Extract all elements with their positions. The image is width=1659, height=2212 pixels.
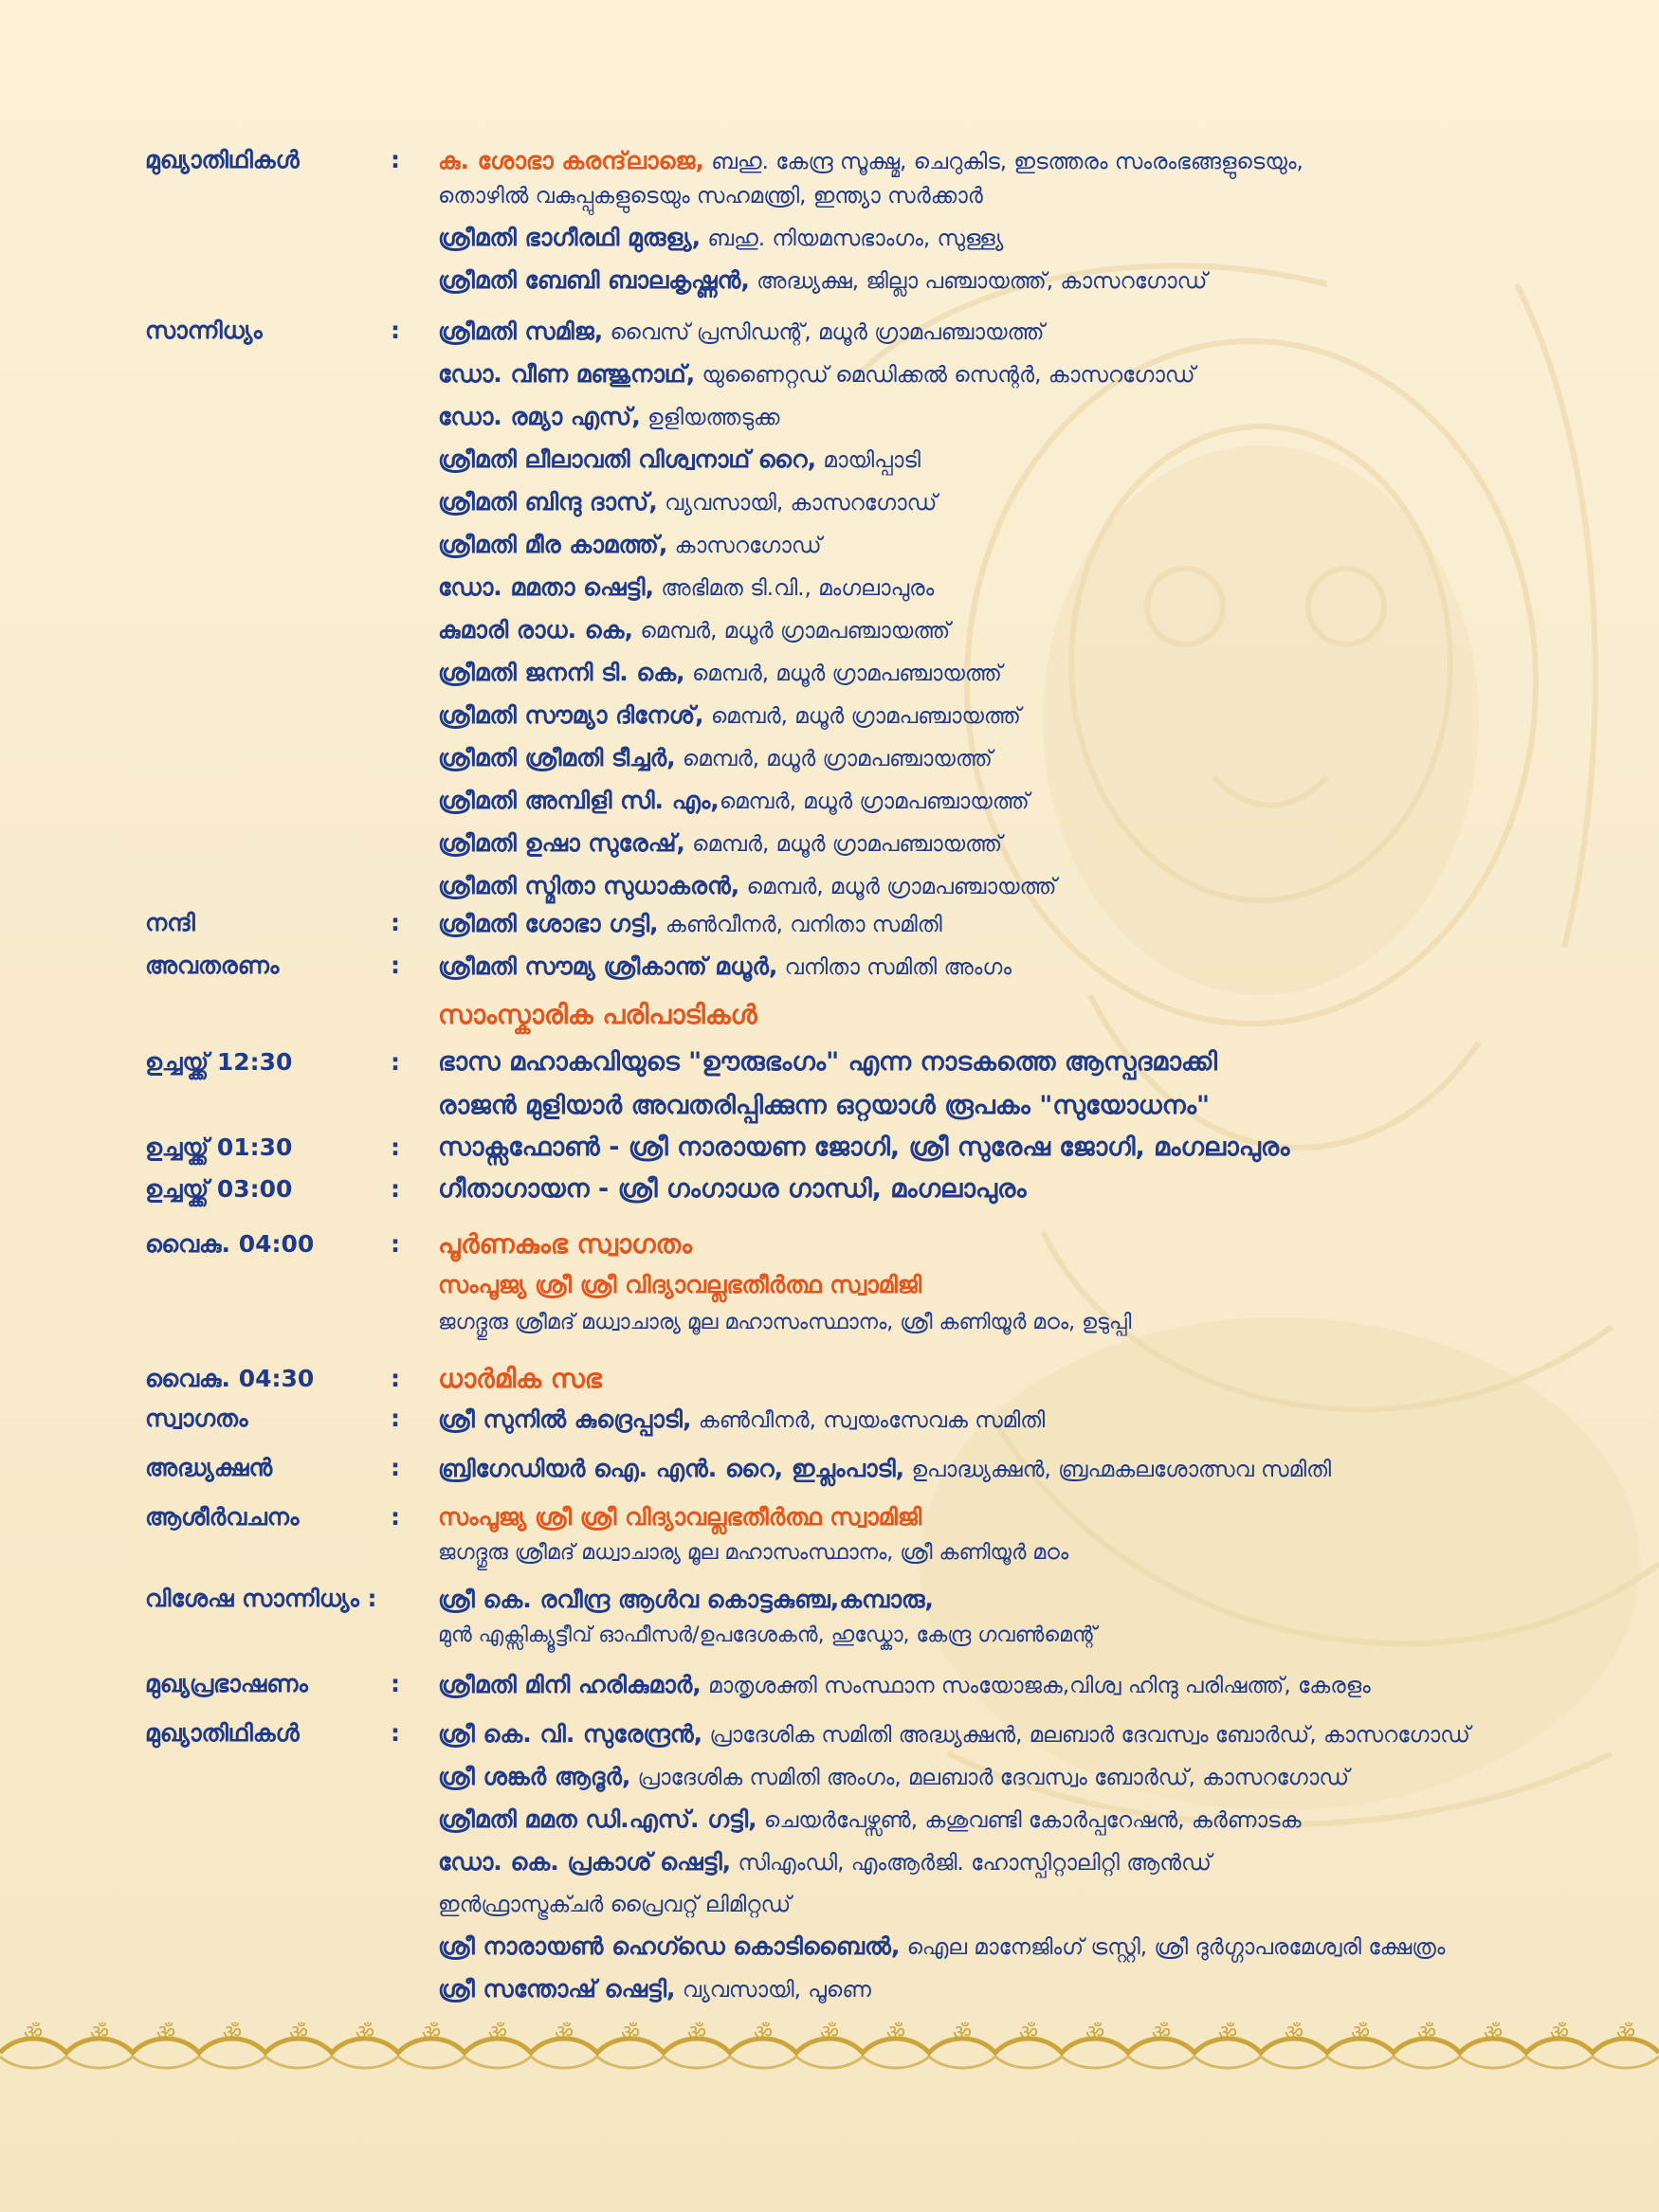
colon: : bbox=[391, 1503, 400, 1531]
list-item: ശ്രീമതി ബിന്ദു ദാസ്, വ്യവസായി, കാസറഗോഡ് bbox=[438, 488, 938, 516]
list-item: ഡോ. മമതാ ഷെട്ടി, അഭിമത ടി.വി., മംഗലാപുരം bbox=[438, 573, 935, 601]
swami-detail: ജഗദ്ഗുരു ശ്രീമദ് മധ്വാചാര്യ മൂല മഹാസംസ്ഥാനം, ശ്രീ കണിയൂർ മഠം bbox=[438, 1541, 1069, 1565]
om-symbol: ॐ bbox=[1350, 2022, 1371, 2045]
colon: : bbox=[391, 1133, 400, 1161]
welcome-label: സ്വാഗതം bbox=[145, 1405, 248, 1432]
border-wave bbox=[0, 2057, 1659, 2068]
chief-guests-list bbox=[438, 140, 1538, 302]
om-symbol: ॐ bbox=[222, 2022, 243, 2045]
om-motif-row bbox=[0, 2022, 1659, 2068]
list-item: ശ്രീമതി ബേബി ബാലകൃഷ്ണൻ, അദ്ധ്യക്ഷ, ജില്ലാ പഞ്ചായത്ത്, കാസറഗോഡ് bbox=[438, 266, 1208, 294]
list-item: ഡോ. വീണ മഞ്ജുനാഥ്, യുണൈറ്റഡ് മെഡിക്കൽ സെന്റർ, കാസറഗോഡ് bbox=[438, 360, 1195, 388]
colon: : bbox=[391, 1048, 400, 1076]
list-item: ശ്രീമതി സമിജ, വൈസ് പ്രസിഡന്റ്, മധൂർ ഗ്രാമപഞ്ചായത്ത് bbox=[438, 317, 1045, 345]
om-symbol: ॐ bbox=[1217, 2022, 1238, 2045]
time-label: വൈകു. 04:30 bbox=[145, 1365, 315, 1392]
colon: : bbox=[391, 146, 400, 173]
list-item: തൊഴിൽ വകുപ്പുകളുടെയും സഹമന്ത്രി, ഇന്ത്യാ സർക്കാർ bbox=[438, 184, 983, 209]
colon: : bbox=[391, 1454, 400, 1481]
list-item: കു. ശോഭാ കരന്ദ്‌ലാജെ, ബഹു. കേന്ദ്ര സൂക്ഷ്മ, ചെറുകിട, ഇടത്തരം സംരംഭങ്ങളുടെയും, bbox=[438, 147, 1304, 174]
list-item: ശ്രീമതി അമ്പിളി സി. എം,മെമ്പർ, മധൂർ ഗ്രാമപഞ്ചായത്ത് bbox=[438, 787, 1030, 814]
list-item: ശ്രീ സുനിൽ കുദ്രെപ്പാടി, കൺവീനർ, സ്വയംസേവക സമിതി bbox=[438, 1405, 1046, 1433]
list-item: ശ്രീമതി സ്മിതാ സുധാകരൻ, മെമ്പർ, മധൂർ ഗ്രാമപഞ്ചായത്ത് bbox=[438, 872, 1057, 899]
list-item: ശ്രീമതി ഉഷാ സുരേഷ്, മെമ്പർ, മധൂർ ഗ്രാമപഞ്ചായത്ത് bbox=[438, 829, 1003, 857]
time-label: ഉച്ചയ്ക്ക് 03:00 bbox=[145, 1175, 293, 1203]
cultural-heading: സാംസ്കാരിക പരിപാടികൾ bbox=[438, 999, 757, 1030]
om-symbol: ॐ bbox=[1549, 2022, 1570, 2045]
list-item: ശ്രീമതി മമത ഡി.എസ്. ഗട്ടി, ചെയർപേഴ്സൺ, കശുവണ്ടി കോർപ്പറേഷൻ, കർണാടക bbox=[438, 1805, 1302, 1833]
list-item: ശ്രീ നാരായൺ ഹെഗ്ഡെ കൊടിബൈൽ, ഐല മാനേജിംഗ് ട്രസ്റ്റി, ശ്രീ ദുർഗ്ഗാപരമേശ്വരി ക്ഷേത്രം bbox=[438, 1932, 1446, 1960]
time-label: വൈകു. 04:00 bbox=[145, 1230, 315, 1258]
om-symbol: ॐ bbox=[355, 2022, 375, 2045]
time-label: ഉച്ചയ്ക്ക് 12:30 bbox=[145, 1048, 293, 1076]
list-item: ശ്രീമതി ലീലാവതി വിശ്വനാഥ് റൈ, മായിപ്പാടി bbox=[438, 445, 921, 473]
om-symbol: ॐ bbox=[620, 2022, 641, 2045]
blessing-label: ആശീർവചനം bbox=[145, 1503, 300, 1531]
list-item: ബ്രിഗേഡിയർ ഐ. എൻ. റൈ, ഇച്ലംപാടി, ഉപാദ്ധ്യക്ഷൻ, ബ്രഹ്മകലശോത്സവ സമിതി bbox=[438, 1455, 1332, 1482]
list-item: ഭാസ മഹാകവിയുടെ "ഊരുഭംഗം" എന്ന നാടകത്തെ ആസ്പദമാക്കി bbox=[438, 1047, 1218, 1077]
om-symbol: ॐ bbox=[1151, 2022, 1172, 2045]
thanks-label: നന്ദി bbox=[145, 909, 195, 936]
list-item: മുൻ എക്സിക്യൂട്ടീവ് ഓഫീസർ/ഉപദേശകൻ, ഹുഡ്കോ, കേന്ദ്ര ഗവൺമെന്റ് bbox=[438, 1623, 1097, 1647]
presence-label: സാന്നിധ്യം bbox=[145, 317, 263, 344]
list-item: ശ്രീ കെ. രവീന്ദ്ര ആൾവ കൊട്ടകുഞ്ച,കമ്പാരു, bbox=[438, 1586, 934, 1613]
purnakumbha-title: പൂർണകുംഭ സ്വാഗതം bbox=[438, 1228, 692, 1260]
list-item: കുമാരി രാധ. കെ, മെമ്പർ, മധൂർ ഗ്രാമപഞ്ചായത്ത് bbox=[438, 616, 951, 644]
chief-guests-label: മുഖ്യാതിഥികൾ bbox=[145, 1719, 300, 1747]
colon: : bbox=[391, 1670, 400, 1697]
colon: : bbox=[391, 1365, 400, 1392]
colon: : bbox=[391, 317, 400, 344]
list-item: ഇൻഫ്രാസ്ട്രക്ചർ പ്രൈവറ്റ് ലിമിറ്റഡ് bbox=[438, 1893, 792, 1917]
om-symbol: ॐ bbox=[421, 2022, 442, 2045]
om-symbol: ॐ bbox=[1085, 2022, 1105, 2045]
swami-detail: ജഗദ്ഗുരു ശ്രീമദ് മധ്വാചാര്യ മൂല മഹാസംസ്ഥാനം, ശ്രീ കണിയൂർ മഠം, ഉടുപ്പി bbox=[438, 1311, 1132, 1334]
colon: : bbox=[391, 1175, 400, 1203]
om-symbol: ॐ bbox=[155, 2022, 176, 2045]
keynote-label: മുഖ്യപ്രഭാഷണം bbox=[145, 1670, 308, 1697]
colon: : bbox=[391, 909, 400, 936]
president-label: അദ്ധ്യക്ഷൻ bbox=[145, 1454, 273, 1481]
om-symbol: ॐ bbox=[89, 2022, 110, 2045]
presence-list bbox=[438, 311, 1538, 908]
list-item: ഡോ. രമ്യാ എസ്, ഉളിയത്തടുക്ക bbox=[438, 403, 780, 430]
om-symbol: ॐ bbox=[1018, 2022, 1039, 2045]
om-symbol: ॐ bbox=[1615, 2022, 1636, 2045]
list-item: ഗീതാഗായന - ശ്രീ ഗംഗാധര ഗാന്ധി, മംഗലാപുരം bbox=[438, 1174, 1027, 1204]
om-symbol: ॐ bbox=[1483, 2022, 1504, 2045]
list-item: രാജൻ മുളിയാർ അവതരിപ്പിക്കുന്ന ഒറ്റയാൾ രൂപകം "സുയോധനം" bbox=[438, 1091, 1211, 1120]
time-label: ഉച്ചയ്ക്ക് 01:30 bbox=[145, 1133, 293, 1161]
special-presence-label: വിശേഷ സാന്നിധ്യം : bbox=[145, 1585, 377, 1612]
om-symbol: ॐ bbox=[23, 2022, 44, 2045]
swami-name: സംപൂജ്യ ശ്രീ ശ്രീ വിദ്യാവല്ലഭതീർത്ഥ സ്വാമിജി bbox=[438, 1503, 922, 1531]
chief-guests-label: മുഖ്യാതിഥികൾ bbox=[145, 146, 300, 173]
presentation-label: അവതരണം bbox=[145, 952, 280, 979]
list-item: ശ്രീ കെ. വി. സുരേന്ദ്രൻ, പ്രാദേശിക സമിതി അദ്ധ്യക്ഷൻ, മലബാർ ദേവസ്വം ബോർഡ്, കാസറഗോഡ് bbox=[438, 1720, 1470, 1748]
list-item: ശ്രീമതി ജനനി ടി. കെ, മെമ്പർ, മധൂർ ഗ്രാമപഞ്ചായത്ത് bbox=[438, 659, 1002, 686]
om-symbol: ॐ bbox=[487, 2022, 508, 2045]
list-item: ശ്രീമതി ശ്രീമതി ടീച്ചർ, മെമ്പർ, മധൂർ ഗ്രാമപഞ്ചായത്ത് bbox=[438, 744, 993, 771]
chief-guests-list bbox=[438, 1713, 1538, 2011]
colon: : bbox=[391, 1230, 400, 1258]
om-symbol: ॐ bbox=[819, 2022, 840, 2045]
om-symbol: ॐ bbox=[1416, 2022, 1437, 2045]
om-symbol: ॐ bbox=[952, 2022, 973, 2045]
om-symbol: ॐ bbox=[1284, 2022, 1304, 2045]
list-item: ശ്രീമതി സൗമ്യാ ദിനേശ്, മെമ്പർ, മധൂർ ഗ്രാമപഞ്ചായത്ത് bbox=[438, 701, 1021, 729]
om-symbol: ॐ bbox=[753, 2022, 774, 2045]
dharmika-title: ധാർമിക സഭ bbox=[438, 1363, 602, 1394]
list-item: ശ്രീ ശങ്കർ ആദൂർ, പ്രാദേശിക സമിതി അംഗം, മലബാർ ദേവസ്വം ബോർഡ്, കാസറഗോഡ് bbox=[438, 1763, 1350, 1790]
om-symbol: ॐ bbox=[885, 2022, 906, 2045]
list-item: ശ്രീമതി മീര കാമത്ത്, കാസറഗോഡ് bbox=[438, 531, 822, 558]
colon: : bbox=[391, 1719, 400, 1747]
om-border-decoration bbox=[0, 2019, 1659, 2076]
list-item: ശ്രീമതി സൗമ്യ ശ്രീകാന്ത് മധൂർ, വനിതാ സമിതി അംഗം bbox=[438, 952, 1012, 980]
om-symbol: ॐ bbox=[554, 2022, 574, 2045]
list-item: ശ്രീ സന്തോഷ് ഷെട്ടി, വ്യവസായി, പൂണെ bbox=[438, 1975, 871, 2003]
colon: : bbox=[391, 1405, 400, 1432]
om-symbol: ॐ bbox=[288, 2022, 309, 2045]
list-item: ശ്രീമതി ഭാഗീരഥി മുരുള്യ, ബഹു. നിയമസഭാംഗം, സുള്ള്യ bbox=[438, 224, 1004, 251]
list-item: ഡോ. കെ. പ്രകാശ് ഷെട്ടി, സിഎംഡി, എംആർജി. ഹോസ്പിറ്റാലിറ്റി ആൻഡ് bbox=[438, 1848, 1212, 1876]
list-item: ശ്രീമതി ശോഭാ ഗട്ടി, കൺവീനർ, വനിതാ സമിതി bbox=[438, 910, 942, 937]
list-item: ശ്രീമതി മിനി ഹരികുമാർ, മാതൃശക്തി സംസ്ഥാന സംയോജക,വിശ്വ ഹിന്ദു പരിഷത്ത്, കേരളം bbox=[438, 1671, 1371, 1698]
list-item: സാക്സഫോൺ - ശ്രീ നാരായണ ജോഗി, ശ്രീ സുരേഷ ജോഗി, മംഗലാപുരം bbox=[438, 1133, 1290, 1162]
swami-name: സംപൂജ്യ ശ്രീ ശ്രീ വിദ്യാവല്ലഭതീർത്ഥ സ്വാമിജി bbox=[438, 1271, 922, 1298]
colon: : bbox=[391, 952, 400, 979]
om-symbol: ॐ bbox=[686, 2022, 707, 2045]
